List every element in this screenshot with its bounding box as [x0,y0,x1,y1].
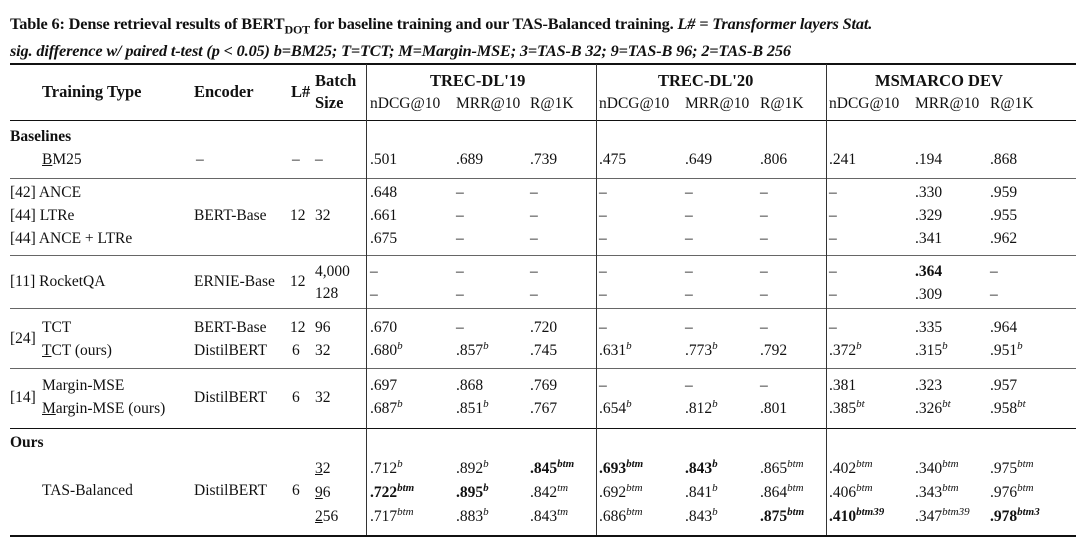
significance-marker: btm [787,458,804,470]
caption-subscript: DOT [284,22,310,37]
significance-marker: btm [787,506,805,518]
significance-marker: b [712,398,718,410]
significance-marker: b [856,340,862,352]
cell-value: $.347^{btm39}$ [915,506,970,525]
cell-batch: 32 [315,342,331,359]
header-encoder: Encoder [194,82,254,101]
cell-value: $.958^{bt}$ [990,398,1026,417]
header-rule [10,120,1076,121]
cell-value: – [599,286,607,303]
cell-value: – [599,230,607,247]
caption-text-a: Dense retrieval results of BERT [68,14,285,33]
row-separator [10,368,1076,369]
significance-marker: btm [856,482,873,494]
cell-value: – [685,377,693,394]
header-group-dl20: TREC-DL'20 [658,71,754,90]
row-name-margin-ours: Margin-MSE (ours) [42,400,166,417]
cell-value: – [760,319,768,336]
row-name-tasb: TAS-Balanced [42,482,133,499]
cell-value: $.865^{btm}$ [760,458,804,477]
cell-value: – [530,207,538,224]
cell-value: – [456,230,464,247]
cell-value: $.975^{btm}$ [990,458,1034,477]
cell-value: – [760,263,768,280]
cell-value: .745 [530,342,558,359]
significance-marker: btm [787,482,804,494]
cell-value: .851$^b$ [456,398,489,417]
cell-encoder: DistilBERT [194,389,268,406]
significance-marker: b [712,482,718,494]
column-divider [366,64,367,535]
cell-value: – [456,207,464,224]
significance-marker: b [712,340,718,352]
cell-value: .687$^b$ [370,398,403,417]
cell-value: $.343^{btm}$ [915,482,959,501]
significance-marker: btm [397,482,415,494]
cell-value: .843$^b$ [685,506,718,525]
row-name-tct: TCT [42,319,72,336]
cell-batch-32: 32 [315,460,331,477]
cell-value: – [829,230,837,247]
caption-line2: sig. difference w/ paired t-test (p < 0.05) b=BM25; T=TCT; M=Margin-MSE; 3=TAS-B 32; 9=TAS-B 96; 2=TAS-B 256 [10,41,791,61]
cell-value: – [599,184,607,201]
cell-value: $.845^{btm}$ [530,458,575,477]
significance-marker: bt [942,398,951,410]
cell-value: $.978^{btm3}$ [990,506,1040,525]
cell-value: $.340^{btm}$ [915,458,959,477]
significance-marker: tm [557,482,569,494]
cell-value: .895$^b$ [456,482,489,501]
header-metric: R@1K [530,95,574,112]
significance-marker: btm [1017,458,1034,470]
row-name-ltre: [44] LTRe [10,207,75,224]
cell-value: .330 [915,184,943,201]
cell-value: $.843^{tm}$ [530,506,569,525]
table-top-rule [10,63,1076,65]
cell-batch-96: 96 [315,484,331,501]
cell-value: .801 [760,400,788,417]
significance-marker: btm [1017,482,1034,494]
cell-value: – [599,263,607,280]
header-metric: nDCG@10 [370,95,441,112]
cell-value: .501 [370,151,398,168]
table-caption [10,13,1076,62]
cell-batch: 96 [315,319,331,336]
cell-value: $.842^{tm}$ [530,482,569,501]
significance-marker: b [1017,340,1023,352]
cell-layers: 12 [290,319,306,336]
cell-batch: – [315,151,323,168]
cell-value: .957 [990,377,1018,394]
significance-marker: b [483,506,489,518]
cell-value: $.693^{btm}$ [599,458,644,477]
significance-marker: btm39 [856,506,885,518]
significance-marker: b [626,398,632,410]
cell-value: – [760,377,768,394]
cell-value: .631$^b$ [599,340,632,359]
cell-value: .892$^b$ [456,458,489,477]
cell-value: – [829,286,837,303]
cell-value: – [530,263,538,280]
significance-marker: bt [856,398,865,410]
row-name-bm25: BM25 [42,151,82,168]
table-bottom-rule [10,535,1076,537]
header-layers: L# [291,82,311,101]
caption-text-b: for baseline training and our TAS-Balanced training. [310,14,678,33]
row-name-margin: Margin-MSE [42,377,125,394]
cell-value: – [370,263,378,280]
row-ref-tct: [24] [10,330,36,347]
cell-value: – [530,184,538,201]
cell-encoder: – [196,151,204,168]
cell-value: .675 [370,230,398,247]
significance-marker: b [712,506,718,518]
header-metric: nDCG@10 [599,95,670,112]
header-group-dl19: TREC-DL'19 [430,71,526,90]
cell-value: .649 [685,151,713,168]
significance-marker: bt [1017,398,1026,410]
section-ours: Ours [10,434,44,451]
column-divider [596,64,597,535]
cell-value: .661 [370,207,398,224]
significance-marker: b [397,340,403,352]
cell-value: .962 [990,230,1018,247]
cell-value: $.864^{btm}$ [760,482,804,501]
cell-value: – [760,184,768,201]
header-size: Size [315,93,344,112]
cell-batch: 32 [315,389,331,406]
cell-value: .883$^b$ [456,506,489,525]
cell-value: .241 [829,151,857,168]
cell-batch-256: 256 [315,508,339,525]
cell-value: $.402^{btm}$ [829,458,873,477]
cell-value: .806 [760,151,788,168]
significance-marker: b [483,482,489,494]
section-baselines: Baselines [10,128,72,145]
column-divider [826,64,827,535]
significance-marker: btm [942,482,959,494]
row-name-ance-ltre: [44] ANCE + LTRe [10,230,133,247]
significance-marker: b [397,398,403,410]
cell-value: .670 [370,319,398,336]
cell-value: – [685,207,693,224]
row-name-tct-ours: TCT (ours) [42,342,112,359]
cell-value: .739 [530,151,558,168]
cell-value: – [829,263,837,280]
cell-value: .309 [915,286,943,303]
cell-encoder: DistilBERT [194,342,268,359]
cell-value: – [685,263,693,280]
cell-encoder: ERNIE-Base [194,273,275,290]
cell-value: .689 [456,151,484,168]
significance-marker: b [942,340,948,352]
cell-value: .315$^b$ [915,340,948,359]
cell-value: .329 [915,207,943,224]
cell-layers: 6 [292,342,300,359]
significance-marker: btm [626,506,643,518]
cell-value: .792 [760,342,788,359]
significance-marker: btm [856,458,873,470]
cell-value: .323 [915,377,943,394]
cell-value: $.875^{btm}$ [760,506,805,525]
significance-marker: b [712,458,718,470]
cell-value: – [530,230,538,247]
cell-value: .767 [530,400,558,417]
cell-value: – [685,319,693,336]
cell-value: – [599,207,607,224]
cell-encoder: DistilBERT [194,482,268,499]
cell-value: .951$^b$ [990,340,1023,359]
cell-value: – [760,286,768,303]
cell-value: .964 [990,319,1018,336]
cell-value: $.976^{btm}$ [990,482,1034,501]
cell-value: $.722^{btm}$ [370,482,415,501]
header-group-msmarco: MSMARCO DEV [875,71,1003,90]
cell-value: .955 [990,207,1018,224]
significance-marker: btm39 [942,506,970,518]
header-metric: MRR@10 [456,95,521,112]
cell-value: – [685,286,693,303]
cell-value: – [456,184,464,201]
cell-value: – [760,230,768,247]
cell-value: $.692^{btm}$ [599,482,643,501]
header-metric: MRR@10 [915,95,980,112]
caption-italic-a: L# = Transformer layers Stat. [677,14,873,33]
cell-value: .868 [990,151,1018,168]
row-separator [10,308,1076,309]
significance-marker: b [626,340,632,352]
row-separator [10,178,1076,179]
caption-label: Table 6: [10,14,65,33]
row-name-rocketqa: [11] RocketQA [10,273,106,290]
cell-value: – [530,286,538,303]
cell-value: – [990,263,998,280]
cell-value: – [456,263,464,280]
cell-value: .868 [456,377,484,394]
cell-value: – [829,184,837,201]
cell-value: – [599,319,607,336]
cell-value: .959 [990,184,1018,201]
cell-value: $.717^{btm}$ [370,506,414,525]
header-training-type: Training Type [42,82,142,101]
cell-value: .372$^b$ [829,340,862,359]
significance-marker: b [397,458,403,470]
cell-value: – [685,184,693,201]
cell-batch: 128 [315,285,339,302]
cell-batch: 4,000 [315,263,350,280]
header-batch: Batch [315,71,357,90]
header-metric: MRR@10 [685,95,750,112]
cell-layers: 6 [292,389,300,406]
cell-value: .194 [915,151,943,168]
cell-value: – [370,286,378,303]
significance-marker: tm [557,506,569,518]
cell-value: .648 [370,184,398,201]
cell-encoder: BERT-Base [194,319,267,336]
significance-marker: b [483,458,489,470]
cell-value: .773$^b$ [685,340,718,359]
cell-value: $.385^{bt}$ [829,398,865,417]
significance-marker: btm [942,458,959,470]
cell-value: .475 [599,151,627,168]
cell-layers: 6 [292,482,300,499]
significance-marker: b [483,340,489,352]
significance-marker: b [483,398,489,410]
header-metric: R@1K [990,95,1034,112]
cell-value: $.686^{btm}$ [599,506,643,525]
cell-value: – [829,207,837,224]
cell-value: .697 [370,377,398,394]
cell-value: – [990,286,998,303]
header-metric: R@1K [760,95,804,112]
cell-value: $.410^{btm39}$ [829,506,885,525]
header-metric: nDCG@10 [829,95,900,112]
cell-layers: 12 [290,207,306,224]
cell-layers: 12 [290,273,306,290]
cell-value: .364 [915,263,943,280]
cell-value: $.406^{btm}$ [829,482,873,501]
cell-value: – [685,230,693,247]
cell-value: .720 [530,319,558,336]
cell-value: – [456,286,464,303]
row-name-ance: [42] ANCE [10,184,82,201]
significance-marker: btm [626,458,644,470]
cell-value: .654$^b$ [599,398,632,417]
significance-marker: btm [557,458,575,470]
cell-layers: – [292,151,300,168]
cell-value: .769 [530,377,558,394]
cell-value: .857$^b$ [456,340,489,359]
ours-rule [10,428,1076,429]
cell-value: .841$^b$ [685,482,718,501]
significance-marker: btm [626,482,643,494]
cell-value: .381 [829,377,857,394]
cell-value: $.326^{bt}$ [915,398,951,417]
cell-value: – [456,319,464,336]
row-separator [10,255,1076,256]
cell-value: – [760,207,768,224]
cell-value: – [599,377,607,394]
significance-marker: btm3 [1017,506,1040,518]
row-ref-margin: [14] [10,389,36,406]
cell-value: .812$^b$ [685,398,718,417]
cell-value: .680$^b$ [370,340,403,359]
cell-value: .712$^b$ [370,458,403,477]
cell-encoder: BERT-Base [194,207,267,224]
significance-marker: btm [397,506,414,518]
cell-value: .341 [915,230,943,247]
cell-value: .335 [915,319,943,336]
cell-value: .843$^b$ [685,458,718,477]
cell-batch: 32 [315,207,331,224]
cell-value: – [829,319,837,336]
